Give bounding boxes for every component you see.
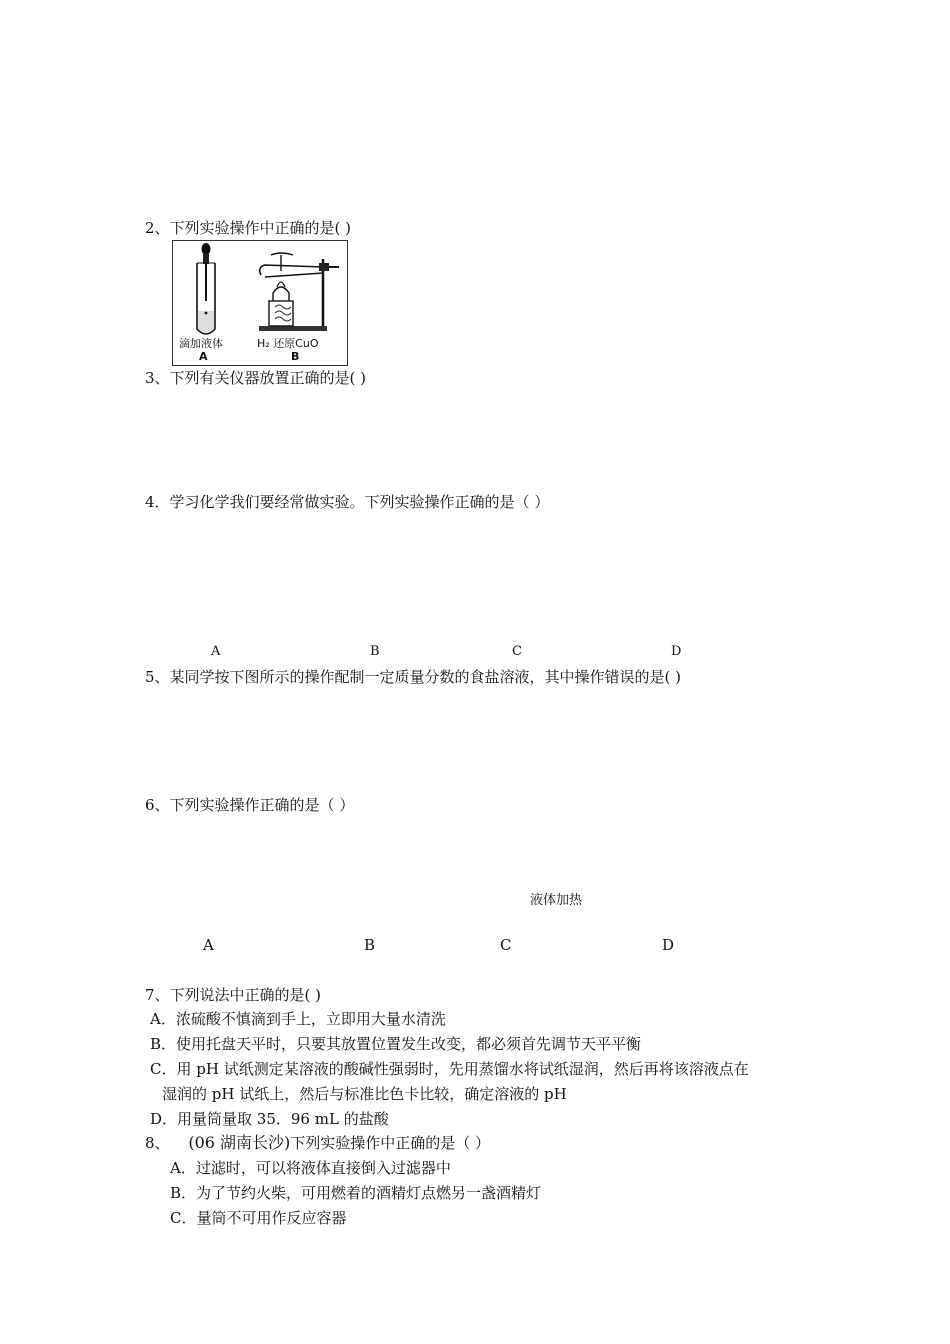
q4-option-c: C [512, 644, 522, 659]
q8-number: 8、 [145, 1134, 170, 1152]
q2-stem: 2、下列实验操作中正确的是( ) [145, 219, 352, 237]
q7-option-a: A．浓硫酸不慎滴到手上，立即用大量水清洗 [150, 1010, 446, 1028]
caption-b: H₂ 还原CuO [257, 337, 319, 350]
q6-caption-liquid-heating: 液体加热 [530, 893, 583, 908]
q5-stem: 5、某同学按下图所示的操作配制一定质量分数的食盐溶液，其中操作错误的是( ) [145, 668, 682, 686]
h2-reduce-cuo-apparatus-icon [259, 253, 339, 331]
q8-option-c: C．量筒不可用作反应容器 [170, 1209, 347, 1227]
q8-source: (06 湖南长沙) [188, 1133, 291, 1152]
q7-option-c-line2: 湿润的 pH 试纸上，然后与标准比色卡比较，确定溶液的 pH [162, 1085, 567, 1103]
q8-stem: 下列实验操作中正确的是（ ） [290, 1134, 491, 1152]
q2-figure [172, 240, 348, 366]
q4-option-d: D [671, 644, 682, 659]
q8-option-a: A．过滤时，可以将液体直接倒入过滤器中 [170, 1159, 451, 1177]
q7-stem: 7、下列说法中正确的是( ) [145, 986, 322, 1004]
q7-option-c-line1: C．用 pH 试纸测定某溶液的酸碱性强弱时，先用蒸馏水将试纸湿润，然后再将该溶液点在 [150, 1060, 749, 1078]
q4-option-a: A [211, 644, 221, 659]
q7-option-d: D．用量筒量取 35．96 mL 的盐酸 [150, 1110, 389, 1128]
q6-option-a: A [203, 936, 214, 954]
q3-stem: 3、下列有关仪器放置正确的是( ) [145, 369, 367, 387]
q4-stem: 4．学习化学我们要经常做实验。下列实验操作正确的是（ ） [145, 493, 550, 511]
caption-b-letter: B [291, 350, 300, 363]
q8-option-b: B．为了节约火柴，可用燃着的酒精灯点燃另一盏酒精灯 [170, 1184, 542, 1202]
q7-option-b: B．使用托盘天平时，只要其放置位置发生改变，都必须首先调节天平平衡 [150, 1035, 642, 1053]
q6-stem: 6、下列实验操作正确的是（ ） [145, 796, 355, 814]
q6-option-c: C [500, 936, 512, 954]
q6-option-d: D [662, 936, 675, 954]
caption-a-letter: A [199, 350, 208, 363]
caption-a: 滴加液体 [179, 337, 223, 350]
q8-stem-line [145, 1133, 490, 1153]
dropper-test-tube-icon [197, 243, 215, 334]
q6-option-b: B [364, 936, 376, 954]
q4-option-b: B [370, 644, 380, 659]
